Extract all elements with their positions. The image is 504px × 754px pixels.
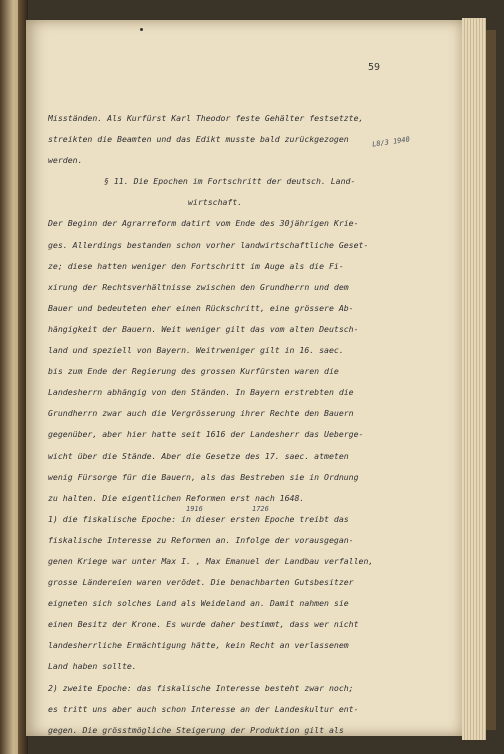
page-number: 59 bbox=[368, 62, 381, 73]
handwritten-note: L8/3 1940 bbox=[371, 135, 411, 149]
text-line: land und speziell von Bayern. Weitrweniger gilt in 16. saec. bbox=[48, 345, 344, 356]
text-line: wenig Fürsorge für die Bauern, als das Bestreben sie in Ordnung bbox=[48, 471, 359, 482]
text-line: gegen. Die grösstmögliche Steigerung der Produktion gilt als bbox=[48, 724, 344, 735]
handwritten-year-note: 1916 bbox=[186, 505, 203, 513]
text-line: einen Besitz der Krone. Es wurde daher bestimmt, dass wer nicht bbox=[48, 619, 359, 630]
text-line: Misständen. Als Kurfürst Karl Theodor feste Gehälter festsetzte, bbox=[48, 113, 364, 123]
text-line: 2) zweite Epoche: das fiskalische Interesse besteht zwar noch; bbox=[48, 682, 354, 693]
text-line: Landesherrn abhängig von den Ständen. In Bayern erstrebten die bbox=[48, 387, 354, 398]
text-line: fiskalische Interesse zu Reformen an. Infolge der vorausgegan- bbox=[48, 534, 354, 545]
typewritten-body bbox=[48, 108, 452, 741]
text-line: Grundherrn zwar auch die Vergrösserung ihrer Rechte den Bauern bbox=[48, 408, 354, 419]
book-cover-edge bbox=[486, 30, 496, 730]
text-line: xirung der Rechtsverhältnisse zwischen den Grundherrn und dem bbox=[48, 281, 349, 292]
text-line: ges. Allerdings bestanden schon vorher landwirtschaftliche Geset- bbox=[48, 239, 369, 250]
page-stack-edges bbox=[462, 18, 486, 740]
handwritten-year-note: 1726 bbox=[252, 505, 269, 513]
ink-dot bbox=[140, 28, 143, 31]
text-line: eigneten sich solches Land als Weideland an. Damit nahmen sie bbox=[48, 598, 349, 609]
text-line: 1) die fiskalische Epoche: in dieser ersten Epoche treibt das bbox=[48, 513, 349, 524]
text-line: wicht über die Stände. Aber die Gesetze des 17. saec. atmeten bbox=[48, 450, 349, 461]
text-line: es tritt uns aber auch schon Interesse an der Landeskultur ent- bbox=[48, 703, 359, 714]
text-line: Bauer und bedeuteten eher einen Rückschritt, eine grössere Ab- bbox=[48, 302, 354, 313]
text-line: werden. bbox=[48, 155, 83, 166]
text-line: genen Kriege war unter Max I. , Max Emanuel der Landbau verfallen, bbox=[48, 555, 374, 566]
text-line: Land haben sollte. bbox=[48, 661, 137, 672]
section-heading: § 11. Die Epochen im Fortschritt der deutsch. Land- bbox=[104, 176, 356, 187]
text-line: gegenüber, aber hier hatte seit 1616 der Landesherr das Ueberge- bbox=[48, 429, 364, 440]
section-heading-continued: wirtschaft. bbox=[188, 197, 243, 208]
text-line: Der Beginn der Agrarreform datirt vom Ende des 30jährigen Krie- bbox=[48, 218, 359, 229]
text-line: landesherrliche Ermächtigung hätte, kein Recht an verlassenem bbox=[48, 640, 349, 651]
text-line: zu halten. Die eigentlichen Reformen erst nach 1648. bbox=[48, 492, 305, 503]
text-line: hängigkeit der Bauern. Weit weniger gilt das vom alten Deutsch- bbox=[48, 323, 359, 334]
text-line: grosse Ländereien waren verödet. Die benachbarten Gutsbesitzer bbox=[48, 577, 354, 588]
text-line: bis zum Ende der Regierung des grossen Kurfürsten waren die bbox=[48, 366, 339, 377]
text-line: ze; diese hatten weniger den Fortschritt im Auge als die Fi- bbox=[48, 260, 344, 271]
text-line: streikten die Beamten und das Edikt musste bald zurückgezogen bbox=[48, 134, 349, 145]
